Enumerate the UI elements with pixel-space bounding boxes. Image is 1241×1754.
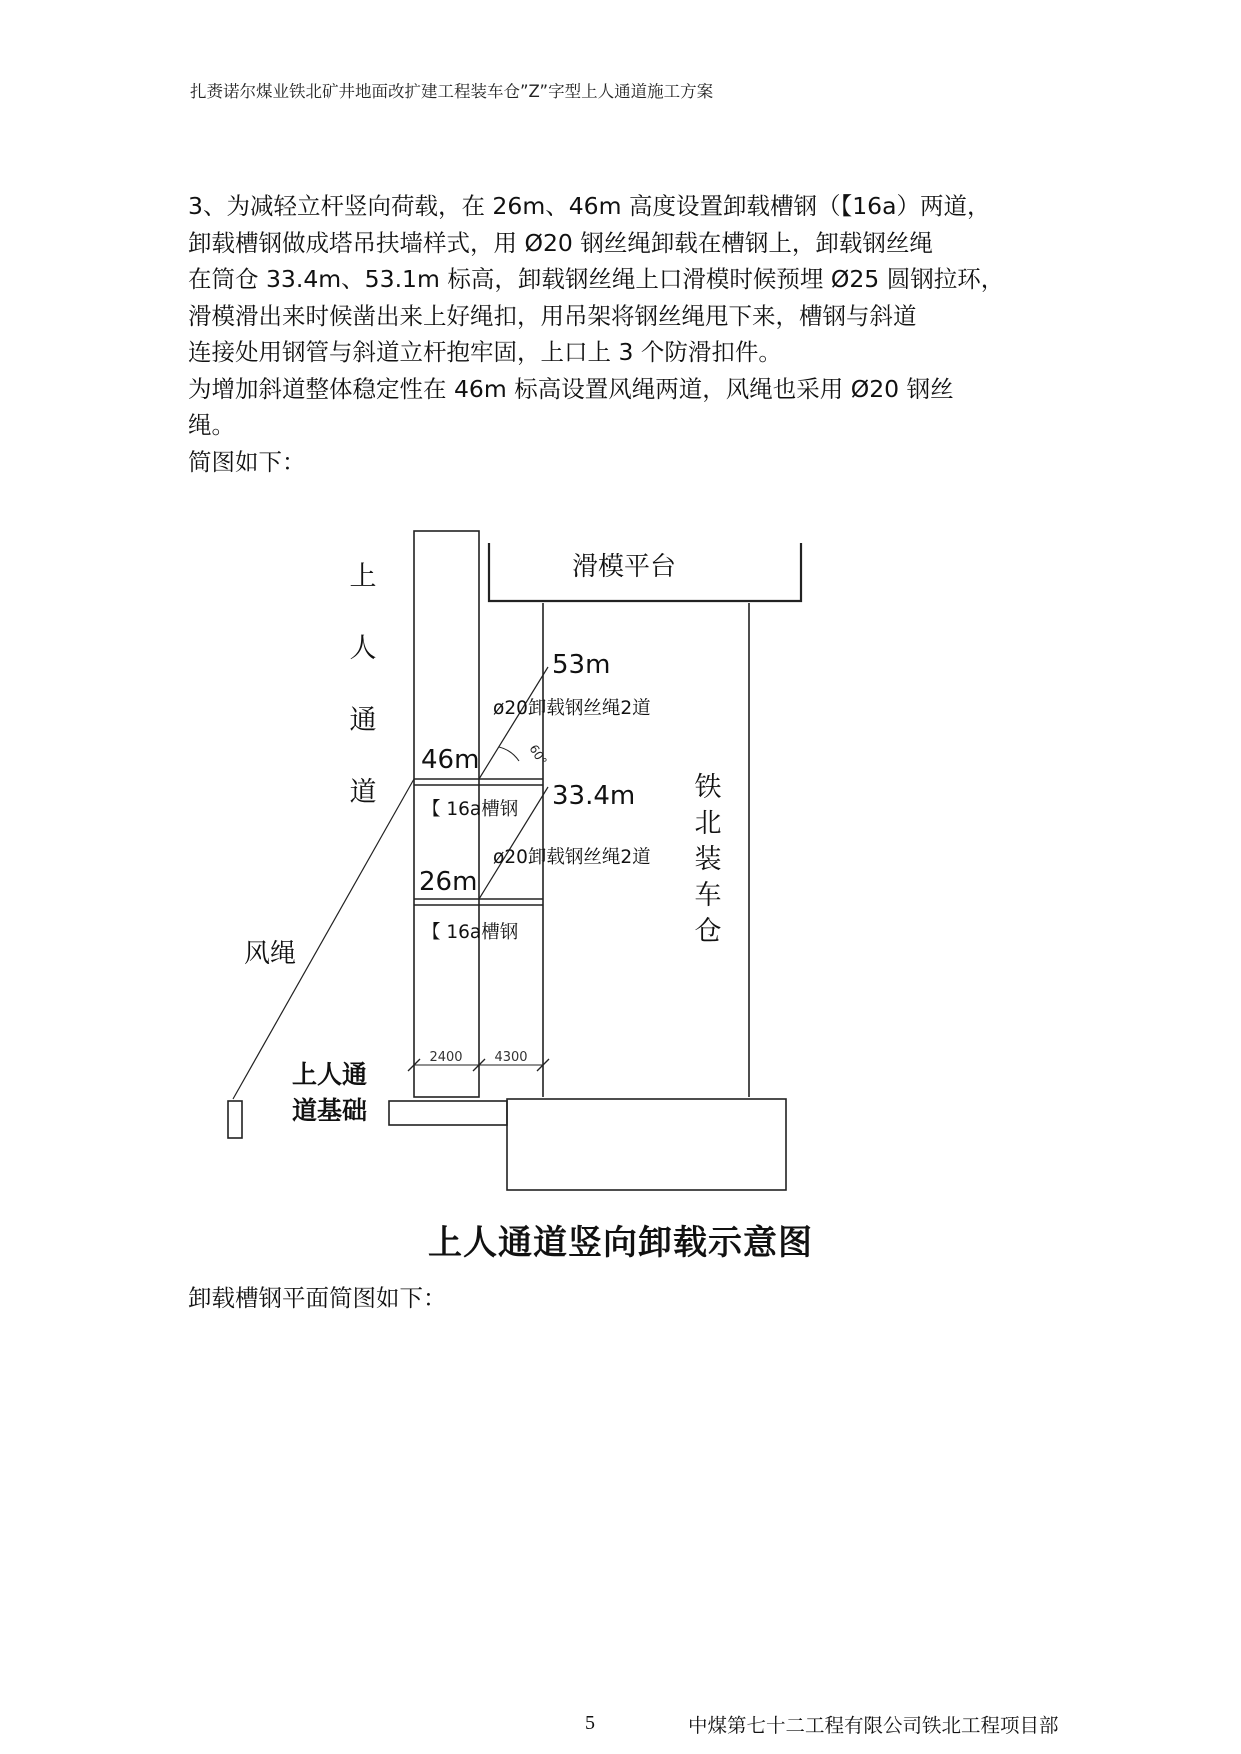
silo-label-char: 仓 <box>694 916 722 947</box>
passage-foundation <box>389 1101 507 1125</box>
lower-rope-label: ø20卸载钢丝绳2道 <box>493 847 651 868</box>
silo-label-char: 北 <box>694 808 722 839</box>
paragraph-line: 连接处用钢管与斜道立杆抱牢固，上口上 3 个防滑扣件。 <box>188 338 782 366</box>
dimension-right: 4300 <box>494 1050 528 1065</box>
paragraph-line: 简图如下： <box>188 447 306 476</box>
level-label-33: 33.4m <box>552 781 636 811</box>
section-subtitle: 卸载槽钢平面简图如下： <box>188 1284 447 1312</box>
silo-label-char: 装 <box>694 844 722 875</box>
figure-caption: 上人通道竖向卸载示意图 <box>428 1223 813 1263</box>
dimension-tick <box>537 1059 549 1071</box>
paragraph-line: 绳。 <box>188 411 235 439</box>
passage-label-char: 人 <box>349 633 377 664</box>
dimension-tick <box>473 1059 485 1071</box>
platform-frame <box>489 543 801 601</box>
passage-label-char: 道 <box>349 777 377 808</box>
paragraph-line: 为增加斜道整体稳定性在 46m 标高设置风绳两道，风绳也采用 Ø20 钢丝 <box>188 374 954 403</box>
foundation-label-line1: 上人通 <box>292 1060 368 1089</box>
level-label-46: 46m <box>421 745 480 775</box>
paragraph-line: 卸载槽钢做成塔吊扶墙样式，用 Ø20 钢丝绳卸载在槽钢上，卸载钢丝绳 <box>188 228 933 257</box>
silo-foundation <box>507 1099 786 1190</box>
footer-company: 中煤第七十二工程有限公司铁北工程项目部 <box>688 1714 1059 1737</box>
upper-rope-label: ø20卸载钢丝绳2道 <box>493 698 651 719</box>
silo-label-char: 车 <box>694 880 722 911</box>
dimension-tick <box>408 1059 420 1071</box>
lower-channel-label: 【 16a槽钢 <box>422 922 519 943</box>
guy-rope-label: 风绳 <box>244 939 297 969</box>
upper-channel-label: 【 16a槽钢 <box>422 799 519 820</box>
lower-rope <box>479 787 548 899</box>
level-label-26: 26m <box>419 867 478 897</box>
paragraph-line: 滑模滑出来时候凿出来上好绳扣，用吊架将钢丝绳甩下来，槽钢与斜道 <box>188 301 917 330</box>
angle-label: 60° <box>526 742 550 768</box>
passage-label-char: 通 <box>349 705 377 736</box>
passage-label-char: 上 <box>349 561 377 592</box>
foundation-label-line2: 道基础 <box>292 1096 368 1125</box>
paragraph-line: 3、为减轻立杆竖向荷载，在 26m、46m 高度设置卸载槽钢（【16a）两道， <box>188 192 991 220</box>
body-text <box>188 188 1088 480</box>
silo-label-char: 铁 <box>694 772 722 803</box>
angle-arc <box>499 747 519 761</box>
paragraph-line: 在筒仓 33.4m、53.1m 标高，卸载钢丝绳上口滑模时候预埋 Ø25 圆钢拉环， <box>188 265 1005 293</box>
page-header: 扎赉诺尔煤业铁北矿井地面改扩建工程装车仓”Z”字型上人通道施工方案 <box>190 82 714 101</box>
page-number: 5 <box>585 1712 595 1734</box>
upper-rope <box>479 667 548 779</box>
platform-label: 滑模平台 <box>571 552 677 582</box>
passage-tower <box>414 531 479 1097</box>
dimension-left: 2400 <box>429 1050 463 1065</box>
level-label-53: 53m <box>552 650 611 680</box>
guy-rope <box>233 779 414 1099</box>
anchor-block <box>228 1101 242 1138</box>
